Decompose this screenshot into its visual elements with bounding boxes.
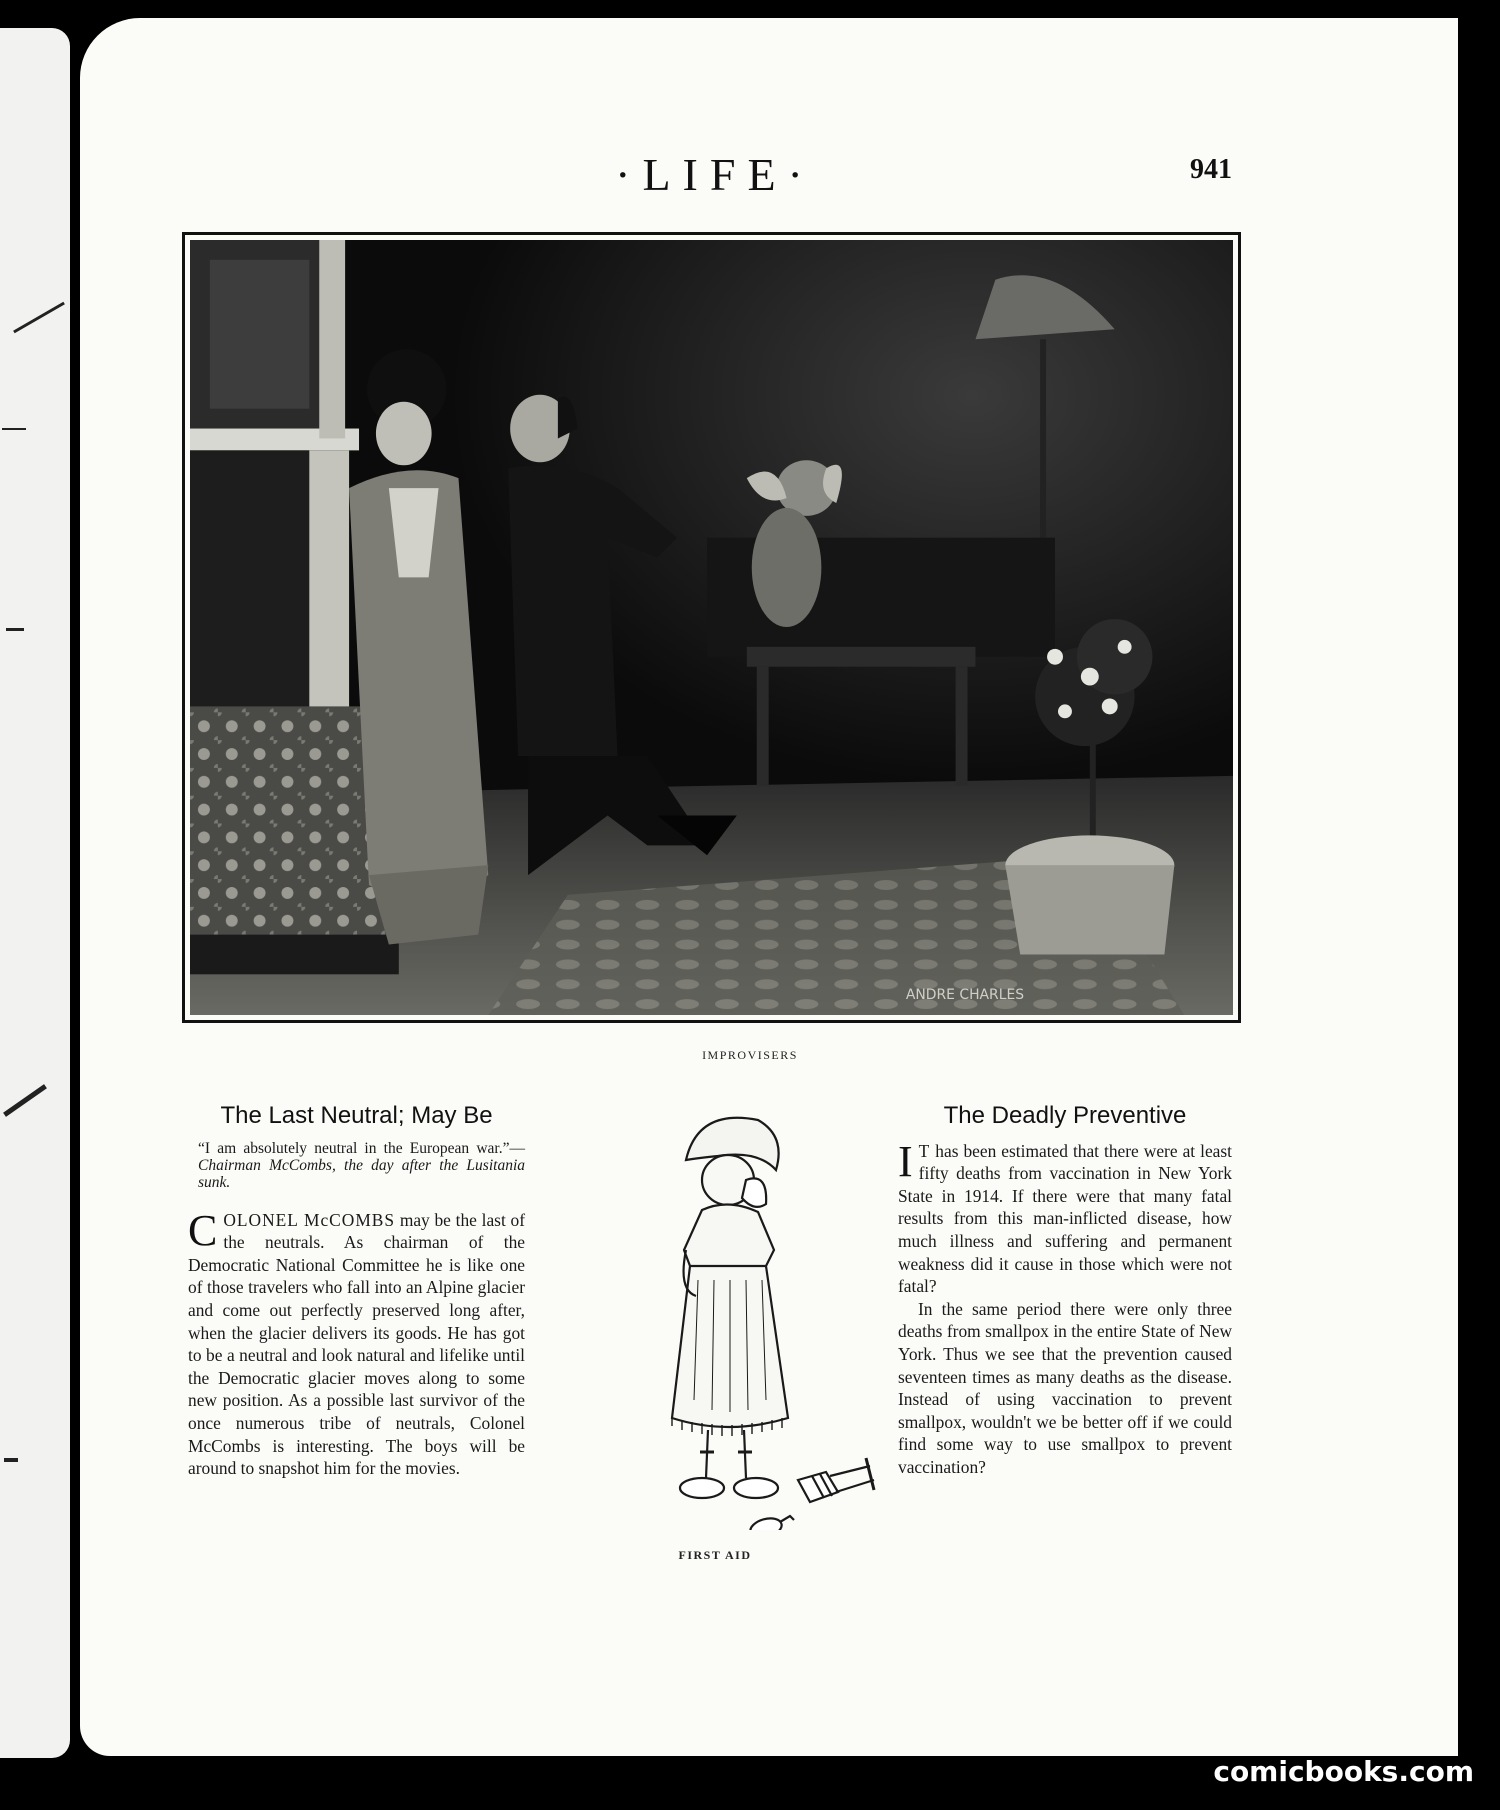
lead-words: OLONEL McCOMBS bbox=[223, 1209, 396, 1230]
watermark: comicbooks.com bbox=[1213, 1755, 1474, 1788]
crying-girl-illustration bbox=[598, 1100, 898, 1530]
drop-cap: I bbox=[898, 1136, 913, 1186]
article-last-neutral bbox=[188, 1102, 525, 1480]
drop-cap: C bbox=[188, 1205, 218, 1255]
parlor-scene-illustration bbox=[190, 240, 1233, 1015]
illustration-caption: IMPROVISERS bbox=[702, 1048, 798, 1062]
article-paragraph-1 bbox=[898, 1136, 1232, 1298]
artist-signature: ANDRE CHARLES bbox=[905, 987, 1025, 1004]
body-text: has been estimated that there were at least fifty deaths from vaccination in New York State in 1914. If there were that many fatal results from this man-inflicted disease, how much illness and suffering and permanent weakness did it cause in those which were not fatal? bbox=[898, 1140, 1232, 1297]
article-body bbox=[188, 1205, 525, 1480]
epigraph-attribution: Chairman McCombs, the day after the Lusitania sunk. bbox=[198, 1156, 525, 1191]
masthead: ·LIFE· bbox=[615, 149, 815, 200]
article-deadly-preventive bbox=[898, 1102, 1232, 1479]
main-illustration bbox=[182, 232, 1241, 1023]
article-title: The Deadly Preventive bbox=[943, 1102, 1187, 1129]
article-title: The Last Neutral; May Be bbox=[220, 1102, 493, 1129]
article-paragraph-2: In the same period there were only three deaths from smallpox in the entire State of New York. Thus we see that the prevention caused seventeen times as many deaths as the disease. Instead of using vaccination to prevent smallpox, wouldn't we be better off if we could find some way to use smallpox to prevent vaccination? bbox=[898, 1298, 1232, 1477]
lead-words: T bbox=[918, 1140, 931, 1161]
epigraph-quote: “I am absolutely neutral in the European war.”— bbox=[198, 1139, 525, 1157]
body-text: may be the last of the neutrals. As chairman of the Democratic National Committee he is like one of those travelers who fall into an Alpine glacier and come out perfectly preserved long after, when the glacier delivers its goods. He has got to be a neutral and look natural and lifelike until the Democratic glacier moves along to some new position. As a possible last survivor of the once numerous tribe of neutrals, Colonel McCombs is interesting. The boys will be around to snapshot him for the movies. bbox=[188, 1209, 525, 1479]
epigraph bbox=[188, 1140, 525, 1191]
first-aid-drawing bbox=[598, 1100, 898, 1530]
left-page-edge bbox=[0, 28, 70, 1758]
page-number: 941 bbox=[1190, 154, 1232, 185]
drawing-caption: FIRST AID bbox=[678, 1548, 752, 1562]
